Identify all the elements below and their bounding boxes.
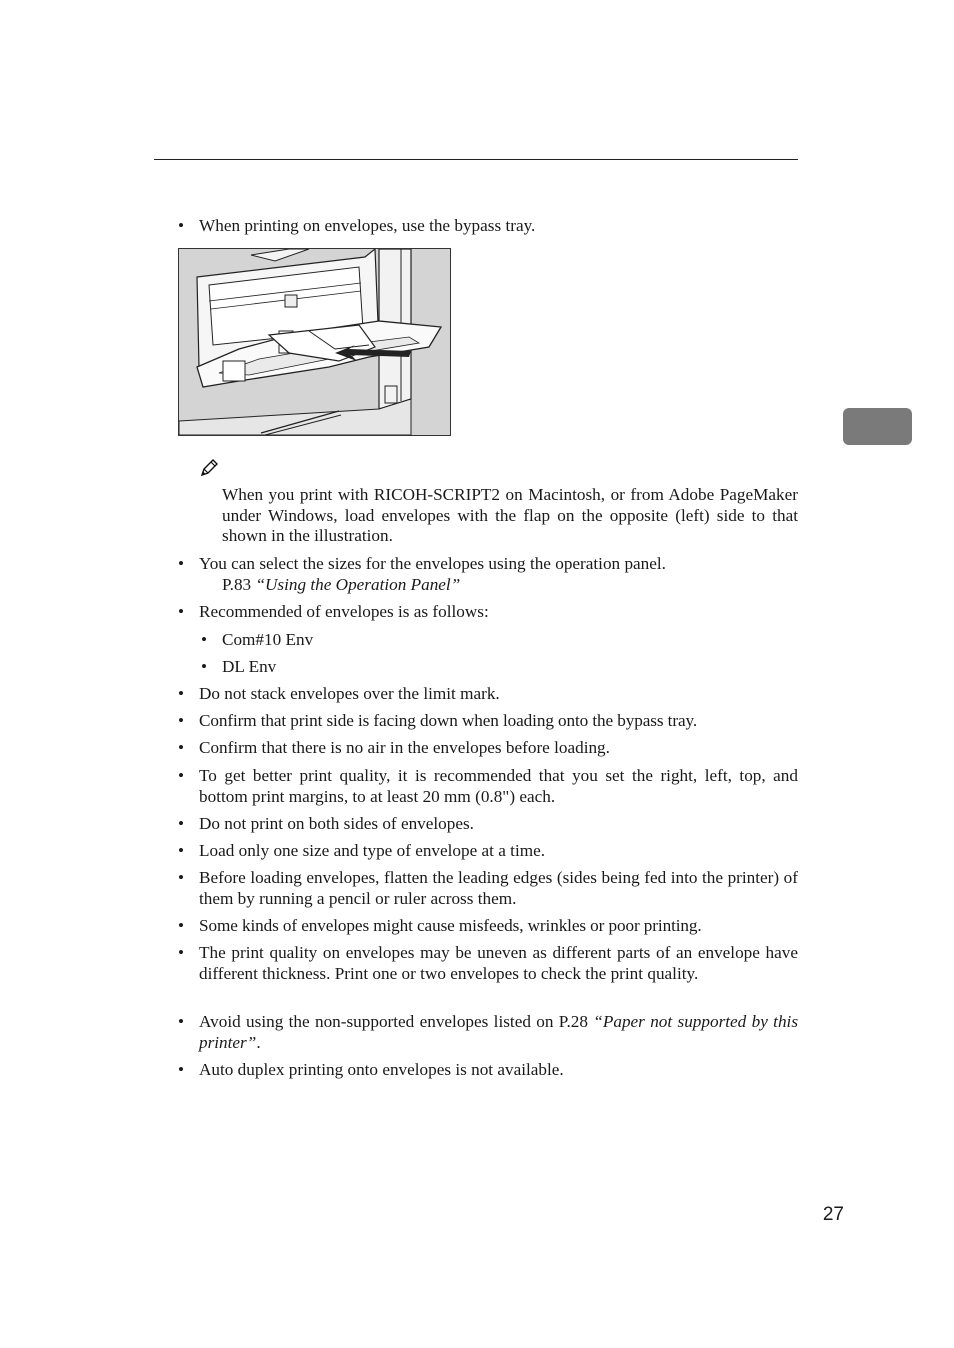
bullet-glyph: • [178, 868, 185, 887]
bullet-text-suffix: . [256, 1033, 261, 1052]
cross-reference-link[interactable]: “Paper not supported by this printer” [199, 1012, 799, 1052]
bullet-text: Confirm that there is no air in the envelopes before loading. [199, 738, 610, 757]
reference-title: “Using the Operation Panel” [255, 575, 461, 594]
bullet-text: Some kinds of envelopes might cause misfeeds, wrinkles or poor printing. [199, 916, 702, 935]
bullet-text: Before loading envelopes, flatten the leading edges (sides being fed into the printer) of them by running a pencil or ruler across them. [199, 868, 798, 908]
sub-bullet-text: DL Env [222, 657, 277, 676]
bullet-text: The print quality on envelopes may be uneven as different parts of an envelope have different thickness. Print one or two envelopes to check the print quality. [199, 943, 798, 983]
bullet-glyph: • [201, 657, 208, 676]
bullet-glyph: • [178, 602, 185, 621]
bullet-text: Do not stack envelopes over the limit mark. [199, 684, 500, 703]
bullet-text: When printing on envelopes, use the bypass tray. [199, 216, 536, 235]
bullet-glyph: • [178, 943, 185, 962]
note-text: When you print with RICOH-SCRIPT2 on Macintosh, or from Adobe PageMaker under Windows, load envelopes with the flap on the opposite (left) side to that shown in the illustration. [222, 485, 798, 545]
bullet-glyph: • [178, 766, 185, 785]
bullet-text-main: Avoid using the non-supported envelopes listed on P.28 [199, 1012, 588, 1031]
bullet-text: Auto duplex printing onto envelopes is not available. [199, 1060, 564, 1079]
bullet-glyph: • [178, 916, 185, 935]
bullet-glyph: • [178, 841, 185, 860]
printer-bypass-tray-icon [179, 249, 450, 435]
bullet-text: Confirm that print side is facing down when loading onto the bypass tray. [199, 711, 698, 730]
bullet-glyph: • [178, 814, 185, 833]
bullet-glyph: • [178, 738, 185, 757]
bullet-glyph: • [201, 630, 208, 649]
bullet-glyph: • [178, 554, 185, 573]
cross-reference[interactable] [222, 574, 460, 595]
bullet-text: Do not print on both sides of envelopes. [199, 814, 474, 833]
header-rule [154, 159, 798, 160]
sub-bullet-text: Com#10 Env [222, 630, 314, 649]
bullet-glyph: • [178, 684, 185, 703]
bullet-glyph: • [178, 1060, 185, 1079]
bullet-glyph: • [178, 1012, 185, 1031]
bullet-glyph: • [178, 711, 185, 730]
bullet-glyph: • [178, 216, 185, 235]
bullet-text: Load only one size and type of envelope at a time. [199, 841, 546, 860]
printer-illustration [178, 248, 451, 436]
bullet-text: You can select the sizes for the envelopes using the operation panel. [199, 554, 666, 573]
pencil-note-icon [199, 458, 219, 478]
bullet-text: To get better print quality, it is recommended that you set the right, left, top, and bottom print margins, to at least 20 mm (0.8") each. [199, 766, 798, 806]
bullet-text [199, 1011, 798, 1053]
bullet-text: Recommended of envelopes is as follows: [199, 602, 489, 621]
chapter-tab [843, 408, 912, 445]
reference-page: P.83 [222, 575, 252, 594]
page-number: 27 [822, 1204, 844, 1225]
